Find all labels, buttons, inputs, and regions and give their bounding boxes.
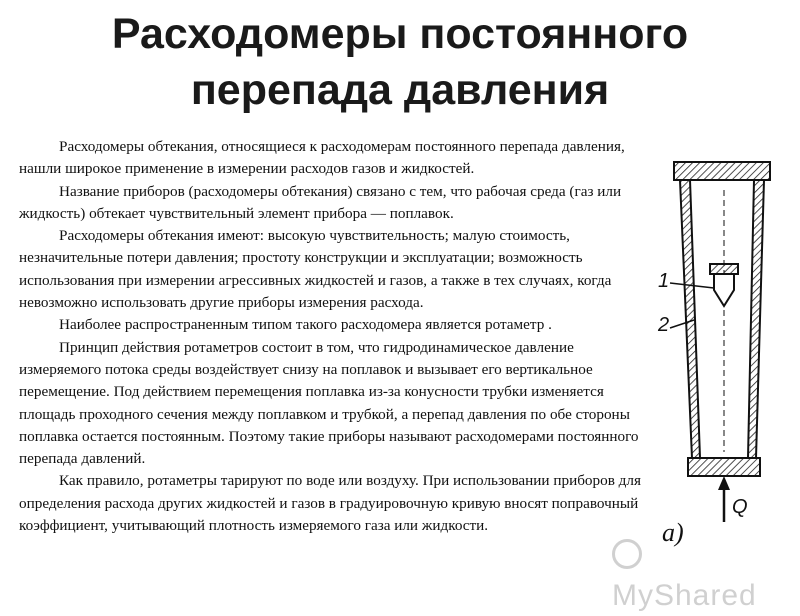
- paragraph-1: Расходомеры обтекания, относящиеся к расходомерам постоянного перепада давления, нашли широкое применение в измерении расходов газов и жидкостей.: [19, 138, 625, 178]
- paragraph-2: Название приборов (расходомеры обтекания) связано с тем, что рабочая среда (газ или жидкость) обтекает чувствительный элемент прибора — поплавок.: [19, 182, 622, 222]
- rotameter-figure: [644, 140, 794, 560]
- flow-label: Q: [732, 496, 748, 518]
- paragraph-5: Принцип действия ротаметров состоит в том, что гидродинамическое давление измеряемого потока среды воздействует снизу на поплавок и вызывает его вертикальное перемещение. Под действием перемещения поплавка из-за конусности трубки изменяется площадь проходного сечения между поплавком и трубкой, а перепад давления по обе стороны поплавка остается постоянным. Поэтому такие приборы называют расходомерами постоянного перепада давлений.: [19, 338, 639, 468]
- paragraph-3: Расходомеры обтекания имеют: высокую чувствительность; малую стоимость, незначительные потери давления; простоту конструкции и эксплуатации; возможность использования при измерении агрессивных жидкостей и газов, а также в тех случаях, когда невозможно использовать другие приборы измерения расхода.: [19, 227, 612, 312]
- watermark-logo-icon: [612, 539, 642, 569]
- tube-left-wall: [680, 180, 700, 458]
- tube-right-wall: [748, 180, 764, 458]
- watermark: [612, 536, 787, 612]
- rotameter-diagram: [644, 140, 794, 560]
- flow-arrow-head: [718, 476, 730, 490]
- paragraph-6: Как правило, ротаметры тарируют по воде или воздуху. При использовании приборов для определения расхода других жидкостей и газов в градуировочную кривую вносят поправочный коэффициент, учитывающий плотность измеряемого газа или жидкости.: [19, 472, 641, 535]
- figure-caption: а): [662, 518, 684, 547]
- slide-title-line-1: Расходомеры постоянного: [111, 10, 689, 58]
- body-text: [19, 136, 649, 537]
- slide-title-line-2: перепада давления: [190, 66, 610, 114]
- float-shape: [710, 264, 738, 306]
- bottom-flange: [688, 458, 760, 476]
- watermark-text: MyShared: [612, 579, 757, 612]
- slide-title: [40, 6, 760, 118]
- paragraph-4: Наиболее распространенным типом такого расходомера является ротаметр .: [59, 316, 552, 334]
- top-flange: [674, 162, 770, 180]
- tube-label: 2: [658, 314, 670, 336]
- float-label: 1: [658, 270, 670, 292]
